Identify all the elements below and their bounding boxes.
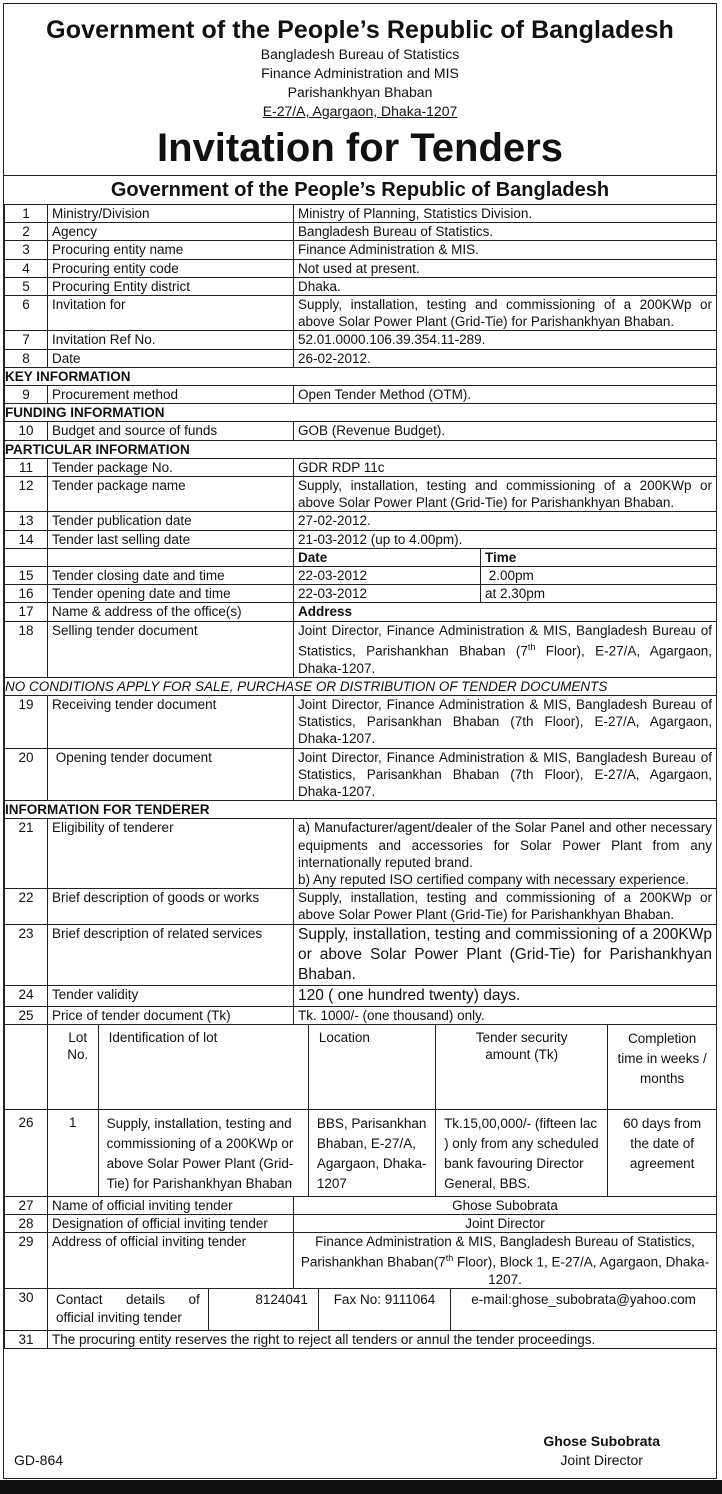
table-row: 10 Budget and source of funds GOB (Revenue Budget). bbox=[5, 422, 717, 440]
table-row: 4 Procuring entity code Not used at present. bbox=[5, 259, 717, 277]
notice-footer bbox=[4, 1402, 716, 1478]
table-row: 25 Price of tender document (Tk) Tk. 1000/- (one thousand) only. bbox=[5, 1006, 717, 1024]
table-row: 15 Tender closing date and time 22-03-2012 2.00pm bbox=[5, 567, 717, 585]
scan-edge bbox=[0, 1480, 722, 1494]
bureau-name: Bangladesh Bureau of Statistics bbox=[260, 46, 460, 62]
table-row: 21 Eligibility of tenderer a) Manufacturer/agent/dealer of the Solar Panel and other necessary equipments and accessories for Solar Power Plant from any internationally reputed brand. b) Any reputed ISO certified company with necessary experience. bbox=[5, 819, 717, 889]
table-row: 13 Tender publication date 27-02-2012. bbox=[5, 512, 717, 530]
section-heading: PARTICULAR INFORMATION bbox=[5, 440, 717, 458]
table-row: 11 Tender package No. GDR RDP 11c bbox=[5, 458, 717, 476]
table-row: 17 Name & address of the office(s) Address bbox=[5, 603, 717, 621]
section-heading: KEY INFORMATION bbox=[5, 367, 717, 385]
invitation-title: Invitation for Tenders bbox=[157, 126, 563, 170]
notice-code: GD-864 bbox=[14, 1452, 64, 1468]
notice-header bbox=[4, 16, 716, 171]
table-row: 1 Ministry/Division Ministry of Planning, Statistics Division. bbox=[5, 205, 717, 223]
fax-number: Fax No: 9111064 bbox=[318, 1289, 450, 1329]
table-row: 23 Brief description of related services Supply, installation, testing and commissioning of a 200KWp or above Solar Power Plant (Grid-Tie) for Parishankhyan Bhaban. bbox=[5, 924, 717, 985]
table-row: 7 Invitation Ref No. 52.01.0000.106.39.354.11-289. bbox=[5, 331, 717, 349]
table-row: 18 Selling tender document Joint Director, Finance Administration & MIS, Bangladesh Bureau of Statistics, Parishankhan Bhaban (7th Floor), E-27/A, Agargaon, Dhaka-1207. bbox=[5, 621, 717, 677]
tender-notice bbox=[3, 3, 717, 1479]
table-row: 3 Procuring entity name Finance Administration & MIS. bbox=[5, 241, 717, 259]
lot-header-row bbox=[5, 1024, 717, 1109]
contact-row: 30 Contact details of official inviting tender 8124041 Fax No: 9111064 e-mail:ghose_subobrata@yahoo.com bbox=[5, 1289, 717, 1330]
section-heading: NO CONDITIONS APPLY FOR SALE, PURCHASE OR DISTRIBUTION OF TENDER DOCUMENTS bbox=[5, 677, 717, 695]
tender-table bbox=[4, 204, 717, 1349]
table-row: 22 Brief description of goods or works Supply, installation, testing and commissioning of a 200KWp or above Solar Power Plant (Grid-Tie) for Parishankhyan Bhaban. bbox=[5, 889, 717, 924]
table-row: 9 Procurement method Open Tender Method (OTM). bbox=[5, 386, 717, 404]
rows-official bbox=[5, 1196, 717, 1348]
lot-section bbox=[5, 1024, 717, 1196]
table-row: 5 Procuring Entity district Dhaka. bbox=[5, 277, 717, 295]
building-name: Parishankhyan Bhaban bbox=[287, 84, 433, 100]
table-row: 6 Invitation for Supply, installation, testing and commissioning of a 200KWp or above Solar Power Plant (Grid-Tie) for Parishankhyan Bhaban. bbox=[5, 296, 717, 331]
table-row: 16 Tender opening date and time 22-03-2012 at 2.30pm bbox=[5, 585, 717, 603]
office-address: E-27/A, Agargaon, Dhaka-1207 bbox=[262, 103, 458, 119]
table-row: 28 Designation of official inviting tender Joint Director bbox=[5, 1215, 717, 1233]
table-title: Government of the People’s Republic of Bangladesh bbox=[4, 175, 716, 204]
table-row: 31 The procuring entity reserves the right to reject all tenders or annul the tender proceedings. bbox=[5, 1330, 717, 1348]
government-title: Government of the People’s Republic of Bangladesh bbox=[46, 16, 674, 44]
signer-name: Ghose Subobrata bbox=[543, 1433, 660, 1449]
table-row: 14 Tender last selling date 21-03-2012 (up to 4.00pm). bbox=[5, 530, 717, 548]
table-row: 2 Agency Bangladesh Bureau of Statistics. bbox=[5, 223, 717, 241]
table-row: 29 Address of official inviting tender Finance Administration & MIS, Bangladesh Bureau of Statistics, Parishankhan Bhaban(7th Floor), Block 1, E-27/A, Agargaon, Dhaka-1207. bbox=[5, 1233, 717, 1289]
lot-row: 26 1 Supply, installation, testing and commissioning of a 200KWp or above Solar Power Plant (Grid-Tie) for Parishankhyan Bhaban BBS, Parisankhan Bhaban, E-27/A, Agargaon, Dhaka-1207 Tk.15,00,000/- (fifteen lac ) only from any scheduled bank favouring Director General, BBS. 60 days from the date of agreement bbox=[5, 1109, 717, 1196]
table-row: 24 Tender validity 120 ( one hundred twenty) days. bbox=[5, 985, 717, 1006]
section-heading: FUNDING INFORMATION bbox=[5, 404, 717, 422]
lot-table: Lot No. Identification of lot Location Tender security amount (Tk) Completion time in weeks / months bbox=[48, 1025, 716, 1109]
rows-general bbox=[5, 205, 717, 1025]
department-name: Finance Administration and MIS bbox=[261, 65, 459, 81]
table-row: 8 Date 26-02-2012. bbox=[5, 349, 717, 367]
table-row: 12 Tender package name Supply, installation, testing and commissioning of a 200KWp or above Solar Power Plant (Grid-Tie) for Parishankhyan Bhaban. bbox=[5, 477, 717, 512]
table-row: 27 Name of official inviting tender Ghose Subobrata bbox=[5, 1196, 717, 1214]
email-address: e-mail:ghose_subobrata@yahoo.com bbox=[471, 1292, 696, 1308]
signature-block bbox=[543, 1432, 660, 1470]
phone-number: 8124041 bbox=[208, 1289, 318, 1329]
table-row: 19 Receiving tender document Joint Director, Finance Administration & MIS, Bangladesh Bureau of Statistics, Parisankhan Bhaban (7th Floor), E-27/A, Agargaon, Dhaka-1207. bbox=[5, 695, 717, 748]
date-time-header: Date Time bbox=[5, 548, 717, 566]
signer-title: Joint Director bbox=[560, 1452, 643, 1468]
section-heading: INFORMATION FOR TENDERER bbox=[5, 801, 717, 819]
table-row: 20 Opening tender document Joint Director, Finance Administration & MIS, Bangladesh Bureau of Statistics, Parisankhan Bhaban (7th Floor), E-27/A, Agargaon, Dhaka-1207. bbox=[5, 748, 717, 801]
